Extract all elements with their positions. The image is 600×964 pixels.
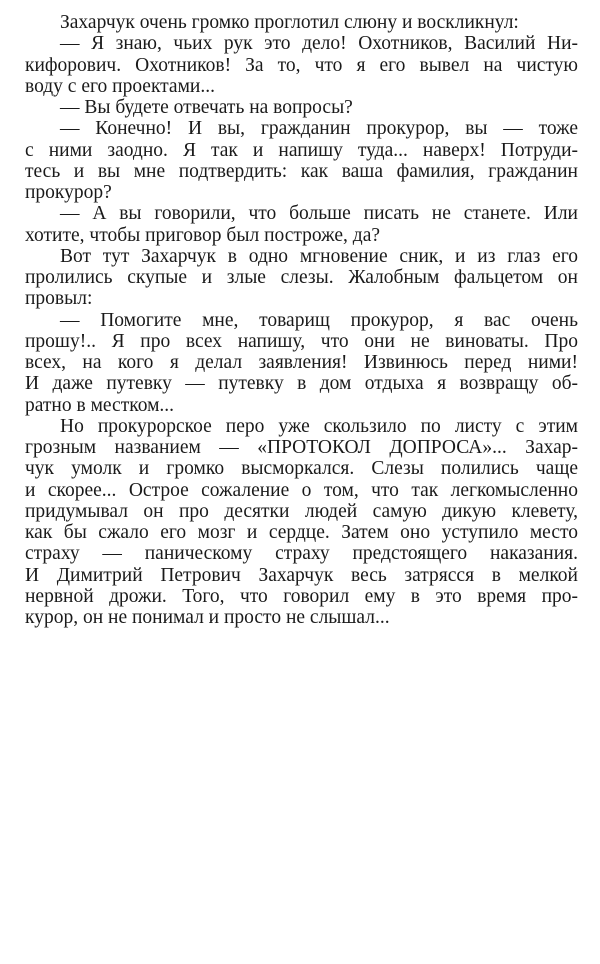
paragraph: [25, 310, 578, 416]
text-line: страху — паническому страху предстоящего наказания.: [25, 543, 578, 565]
paragraph: [25, 12, 578, 33]
text-line: нервной дрожи. Того, что говорил ему в это время про-: [25, 585, 578, 607]
text-line: как бы сжало его мозг и сердце. Затем оно уступило место: [25, 522, 578, 543]
text-line: хотите, чтобы приговор был построже, да?: [25, 224, 381, 246]
text-line: воду с его проектами...: [25, 75, 215, 97]
text-line: и скорее... Острое сожаление о том, что так легкомысленно: [25, 479, 578, 501]
paragraph: [25, 416, 578, 629]
text-line: — Я знаю, чьих рук это дело! Охотников, Василий Ни-: [60, 33, 578, 55]
text-line: всех, на кого я делал заявления! Извинюсь перед ними!: [25, 352, 578, 373]
text-line: И Димитрий Петрович Захарчук весь затрясся в мелкой: [25, 564, 578, 586]
text-line: — А вы говорили, что больше писать не станете. Или: [60, 203, 578, 225]
text-line: Но прокурорское перо уже скользило по листу с этим: [60, 415, 578, 437]
paragraph: [25, 203, 578, 246]
paragraph: [25, 118, 578, 203]
text-line: Вот тут Захарчук в одно мгновение сник, и из глаз его: [60, 245, 578, 267]
text-line: с ними заодно. Я так и напишу туда... наверх! Потруди-: [25, 139, 578, 161]
text-line: кифорович. Охотников! За то, что я его вывел на чистую: [25, 54, 578, 76]
book-page-text: [25, 12, 578, 628]
text-line: ратно в местком...: [25, 394, 175, 416]
text-line: грозным названием — «ПРОТОКОЛ ДОПРОСА»... Захар-: [25, 437, 578, 458]
text-line: — Вы будете отвечать на вопросы?: [60, 97, 353, 118]
paragraph: [25, 246, 578, 310]
text-line: пролились скупые и злые слезы. Жалобным фальцетом он: [25, 267, 578, 288]
paragraph: [25, 33, 578, 97]
paragraph: [25, 97, 578, 118]
text-line: тесь и вы мне подтвердить: как ваша фамилия, гражданин: [25, 160, 578, 182]
text-line: прокурор?: [25, 182, 112, 203]
text-line: провыл:: [25, 288, 93, 310]
text-line: И даже путевку — путевку в дом отдыха я возвращу об-: [25, 373, 578, 395]
text-line: — Конечно! И вы, гражданин прокурор, вы — тоже: [60, 118, 578, 140]
text-line: чук умолк и громко высморкался. Слезы полились чаще: [25, 458, 578, 480]
text-line: — Помогите мне, товарищ прокурор, я вас очень: [60, 309, 578, 331]
text-line: курор, он не понимал и просто не слышал...: [25, 607, 390, 628]
text-line: прошу!.. Я про всех напишу, что они не виноваты. Про: [25, 330, 578, 352]
text-line: Захарчук очень громко проглотил слюну и воскликнул:: [60, 12, 519, 33]
text-line: придумывал он про десятки людей самую дикую клевету,: [25, 500, 578, 522]
